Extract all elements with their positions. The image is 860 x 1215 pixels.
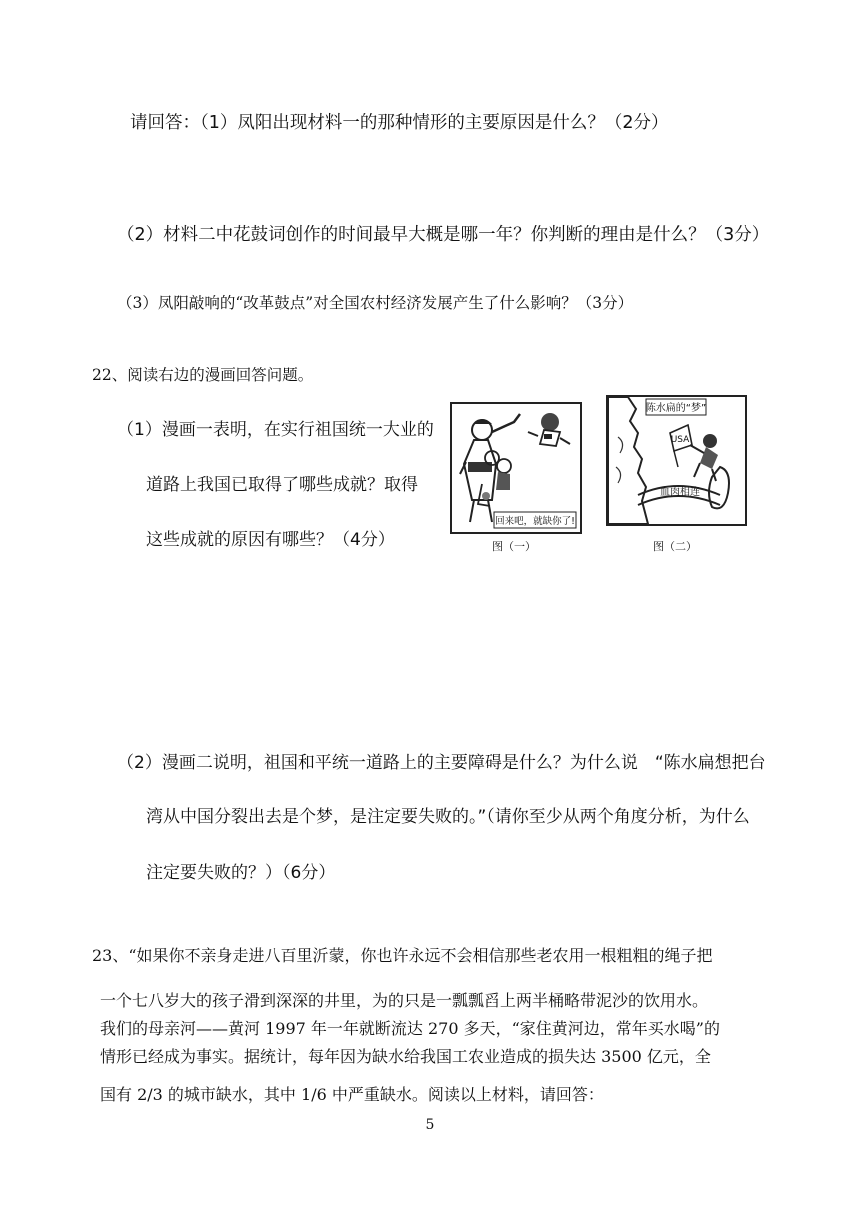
q23-line4: 情形已经成为事实。据统计，每年因为缺水给我国工农业造成的损失达 3500 亿元，全 [100,1047,711,1066]
q22-p1-line2: 道路上我国已取得了哪些成就？取得 [146,475,418,495]
q23-line2: 一个七八岁大的孩子滑到深深的井里，为的只是一瓢瓢舀上两半桶略带泥沙的饮用水。 [100,991,709,1010]
comic-one-caption: 图（一） [492,540,536,553]
q23-line1: 23、“如果你不亲身走进八百里沂蒙，你也许永远不会相信那些老农用一根粗粗的绳子把 [92,946,713,965]
comic-two-caption: 图（二） [653,540,697,553]
comic-two-usa: USA [670,435,690,445]
q22-p2-line1: （2）漫画二说明，祖国和平统一道路上的主要障碍是什么？为什么说 “陈水扁想把台 [117,753,766,773]
q23-line5: 国有 2/3 的城市缺水，其中 1/6 中严重缺水。阅读以上材料，请回答： [100,1085,604,1104]
comic-one-speech: 回来吧，就缺你了! [495,516,575,527]
q22-p2-line3: 注定要失败的？）（6分） [146,863,336,883]
comic-two-banner: 血肉相连 [660,487,700,498]
q22-title: 22、阅读右边的漫画回答问题。 [92,366,314,384]
q22-p2-line2: 湾从中国分裂出去是个梦，是注定要失败的。”（请你至少从两个角度分析，为什么 [146,807,750,827]
comic-two-title: 陈水扁的“梦” [645,403,707,414]
comic-two [606,395,747,526]
q21-sub1: 请回答：（1）凤阳出现材料一的那种情形的主要原因是什么？（2分） [130,113,669,133]
q22-p1-line3: 这些成就的原因有哪些？（4分） [146,530,395,550]
q21-sub3: （3）凤阳敲响的“改革鼓点”对全国农村经济发展产生了什么影响？（3分） [117,294,634,312]
comic-one-drawing [452,404,580,532]
comic-two-drawing [608,397,745,524]
q21-sub2: （2）材料二中花鼓词创作的时间最早大概是哪一年？你判断的理由是什么？（3分） [117,225,770,245]
page-number: 5 [425,1117,435,1133]
q23-line3: 我们的母亲河——黄河 1997 年一年就断流达 270 多天，“家住黄河边，常年买水喝”的 [100,1019,720,1038]
comic-one [450,402,582,534]
q22-p1-line1: （1）漫画一表明，在实行祖国统一大业的 [117,420,434,440]
